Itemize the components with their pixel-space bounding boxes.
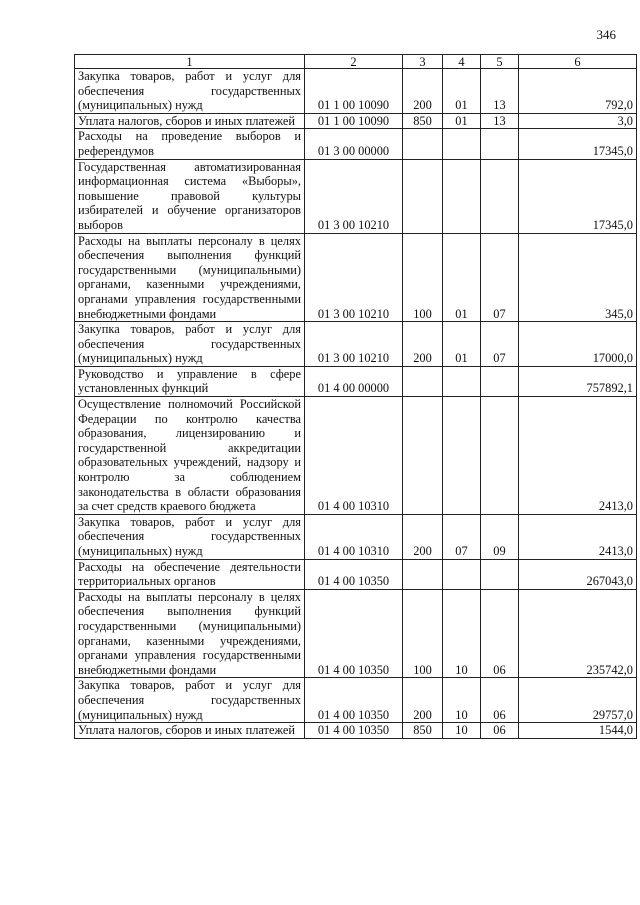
row-code-cell: 01 3 00 10210: [305, 159, 403, 233]
column-header: 1: [75, 55, 305, 69]
row-code-cell: 01 3 00 00000: [305, 129, 403, 159]
column-header: 6: [519, 55, 637, 69]
row-expense-type-cell: [403, 129, 443, 159]
row-code-cell: 01 4 00 10350: [305, 678, 403, 723]
row-code-cell: 01 4 00 10350: [305, 723, 403, 739]
row-section-cell: [443, 559, 481, 589]
row-amount-cell: 2413,0: [519, 514, 637, 559]
row-code-cell: 01 4 00 10350: [305, 589, 403, 678]
row-name-cell: Расходы на проведение выборов и референдумов: [75, 129, 305, 159]
row-section-cell: 01: [443, 322, 481, 367]
row-code-cell: 01 3 00 10210: [305, 233, 403, 322]
row-expense-type-cell: 200: [403, 678, 443, 723]
row-code-cell: 01 1 00 10090: [305, 113, 403, 129]
row-name-cell: Уплата налогов, сборов и иных платежей: [75, 113, 305, 129]
row-code-cell: 01 4 00 00000: [305, 366, 403, 396]
row-section-cell: 10: [443, 723, 481, 739]
column-header: 4: [443, 55, 481, 69]
row-amount-cell: 345,0: [519, 233, 637, 322]
table-row: [75, 322, 637, 367]
row-section-cell: 10: [443, 678, 481, 723]
table-row: [75, 159, 637, 233]
row-subsection-cell: [481, 397, 519, 515]
row-section-cell: 07: [443, 514, 481, 559]
row-amount-cell: 17345,0: [519, 129, 637, 159]
table-row: [75, 723, 637, 739]
row-name-cell: Уплата налогов, сборов и иных платежей: [75, 723, 305, 739]
row-amount-cell: 757892,1: [519, 366, 637, 396]
row-code-cell: 01 1 00 10090: [305, 69, 403, 114]
row-amount-cell: 792,0: [519, 69, 637, 114]
row-subsection-cell: [481, 366, 519, 396]
row-expense-type-cell: 200: [403, 322, 443, 367]
row-expense-type-cell: [403, 559, 443, 589]
row-expense-type-cell: 100: [403, 589, 443, 678]
row-expense-type-cell: 850: [403, 113, 443, 129]
row-subsection-cell: 13: [481, 113, 519, 129]
row-amount-cell: 2413,0: [519, 397, 637, 515]
table-row: [75, 69, 637, 114]
table-row: [75, 129, 637, 159]
row-subsection-cell: 09: [481, 514, 519, 559]
row-amount-cell: 267043,0: [519, 559, 637, 589]
budget-table: [74, 54, 637, 739]
row-section-cell: [443, 129, 481, 159]
row-expense-type-cell: 100: [403, 233, 443, 322]
row-section-cell: 01: [443, 69, 481, 114]
row-name-cell: Расходы на обеспечение деятельности территориальных органов: [75, 559, 305, 589]
row-subsection-cell: 06: [481, 589, 519, 678]
table-row: [75, 589, 637, 678]
row-amount-cell: 17345,0: [519, 159, 637, 233]
row-amount-cell: 1544,0: [519, 723, 637, 739]
row-code-cell: 01 4 00 10350: [305, 559, 403, 589]
row-subsection-cell: 07: [481, 233, 519, 322]
row-name-cell: Расходы на выплаты персоналу в целях обеспечения выполнения функций государственными (муниципальными) органами, казенными учреждениями, органами управления государственными внебюджетными фондами: [75, 589, 305, 678]
row-subsection-cell: [481, 129, 519, 159]
row-code-cell: 01 3 00 10210: [305, 322, 403, 367]
column-header: 3: [403, 55, 443, 69]
row-name-cell: Государственная автоматизированная информационная система «Выборы», повышение правовой культуры избирателей и обучение организаторов выборов: [75, 159, 305, 233]
column-header: 5: [481, 55, 519, 69]
row-section-cell: [443, 159, 481, 233]
table-row: [75, 397, 637, 515]
page-number: 346: [596, 27, 616, 42]
row-name-cell: Осуществление полномочий Российской Федерации по контролю качества образования, лицензированию и государственной аккредитации образовательных учреждений, надзору и контролю за соблюдением законодательства в области образования за счет средств краевого бюджета: [75, 397, 305, 515]
row-name-cell: Закупка товаров, работ и услуг для обеспечения государственных (муниципальных) нужд: [75, 69, 305, 114]
row-section-cell: [443, 397, 481, 515]
row-subsection-cell: 07: [481, 322, 519, 367]
row-amount-cell: 17000,0: [519, 322, 637, 367]
row-subsection-cell: 13: [481, 69, 519, 114]
table-row: [75, 113, 637, 129]
row-amount-cell: 3,0: [519, 113, 637, 129]
row-name-cell: Руководство и управление в сфере установленных функций: [75, 366, 305, 396]
row-expense-type-cell: [403, 397, 443, 515]
row-code-cell: 01 4 00 10310: [305, 514, 403, 559]
row-name-cell: Расходы на выплаты персоналу в целях обеспечения выполнения функций государственными (муниципальными) органами, казенными учреждениями, органами управления государственными внебюджетными фондами: [75, 233, 305, 322]
row-expense-type-cell: 850: [403, 723, 443, 739]
row-name-cell: Закупка товаров, работ и услуг для обеспечения государственных (муниципальных) нужд: [75, 678, 305, 723]
row-section-cell: 01: [443, 113, 481, 129]
row-expense-type-cell: [403, 159, 443, 233]
row-subsection-cell: 06: [481, 723, 519, 739]
row-section-cell: 10: [443, 589, 481, 678]
row-subsection-cell: [481, 559, 519, 589]
row-name-cell: Закупка товаров, работ и услуг для обеспечения государственных (муниципальных) нужд: [75, 322, 305, 367]
row-section-cell: 01: [443, 233, 481, 322]
row-expense-type-cell: 200: [403, 69, 443, 114]
row-amount-cell: 29757,0: [519, 678, 637, 723]
row-subsection-cell: [481, 159, 519, 233]
column-header: 2: [305, 55, 403, 69]
row-code-cell: 01 4 00 10310: [305, 397, 403, 515]
table-row: [75, 366, 637, 396]
row-amount-cell: 235742,0: [519, 589, 637, 678]
row-name-cell: Закупка товаров, работ и услуг для обеспечения государственных (муниципальных) нужд: [75, 514, 305, 559]
table-row: [75, 678, 637, 723]
row-expense-type-cell: [403, 366, 443, 396]
row-subsection-cell: 06: [481, 678, 519, 723]
table-row: [75, 233, 637, 322]
table-header-row: [75, 55, 637, 69]
table-row: [75, 559, 637, 589]
row-section-cell: [443, 366, 481, 396]
row-expense-type-cell: 200: [403, 514, 443, 559]
table-row: [75, 514, 637, 559]
